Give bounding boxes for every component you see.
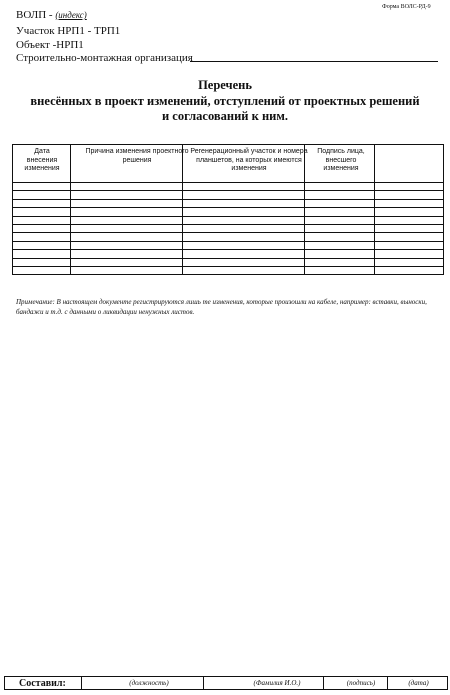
table-col-line [374,144,375,274]
table-row-line [12,190,444,191]
title-line-1: Перечень [198,78,252,92]
table-header-line [12,182,444,183]
table-row-line [12,249,444,250]
signature-divider [323,677,324,689]
header-organization-label: Строительно-монтажная организация [16,52,193,64]
table-row-line [12,241,444,242]
table-col-line [182,144,183,274]
header-volp [16,9,87,22]
signature-hint[interactable]: (подпись) [346,679,376,687]
form-code: Форма ВОЛС-РД-9 [382,4,431,10]
signature-row [4,676,448,690]
table-col-header-section: Регенерационный участок и номера планшетов, на которых имеются изменения [190,148,308,172]
table-header-line [12,144,444,145]
name-hint[interactable]: (Фамилия И.О.) [253,679,301,687]
table-row-line [12,258,444,259]
table-row-line [12,224,444,225]
table-col-header-date: Дата внесения изменения [24,148,60,172]
table-col-line [70,144,71,274]
table-row-line [12,232,444,233]
volp-label: ВОЛП - [16,9,53,21]
signature-divider [203,677,204,689]
table-col-line [304,144,305,274]
table-col-line [12,144,13,274]
signature-divider [387,677,388,689]
title-line-3: и согласований к ним. [161,109,289,123]
signature-divider [81,677,82,689]
table-row-line [12,216,444,217]
date-hint[interactable]: (дата) [408,679,429,687]
organization-field-line[interactable] [190,61,438,62]
header-section: Участок НРП1 - ТРП1 [16,25,121,37]
table-col-header-signature: Подпись лица, внесшего изменения [317,148,365,172]
table-col-line [443,144,444,274]
changes-table [12,144,444,274]
table-col-header-reason: Причина изменения проектного решения [85,148,189,164]
note: Примечание: В настоящем документе регистрируются лишь те изменения, которые произошли на кабеле, например: вставки, выноски, бандажи и т.д. с данными о ликвидации ненужных листов. [16,298,427,316]
signature-label: Составил: [19,678,66,689]
table-row-line [12,274,444,275]
table-row-line [12,266,444,267]
title-line-2: внесённых в проект изменений, отступлений от проектных решений [30,94,420,108]
volp-index-field[interactable]: (индекс) [55,10,87,20]
table-row-line [12,207,444,208]
table-row-line [12,199,444,200]
position-hint[interactable]: (должность) [129,679,169,687]
header-object: Объект -НРП1 [16,39,84,51]
